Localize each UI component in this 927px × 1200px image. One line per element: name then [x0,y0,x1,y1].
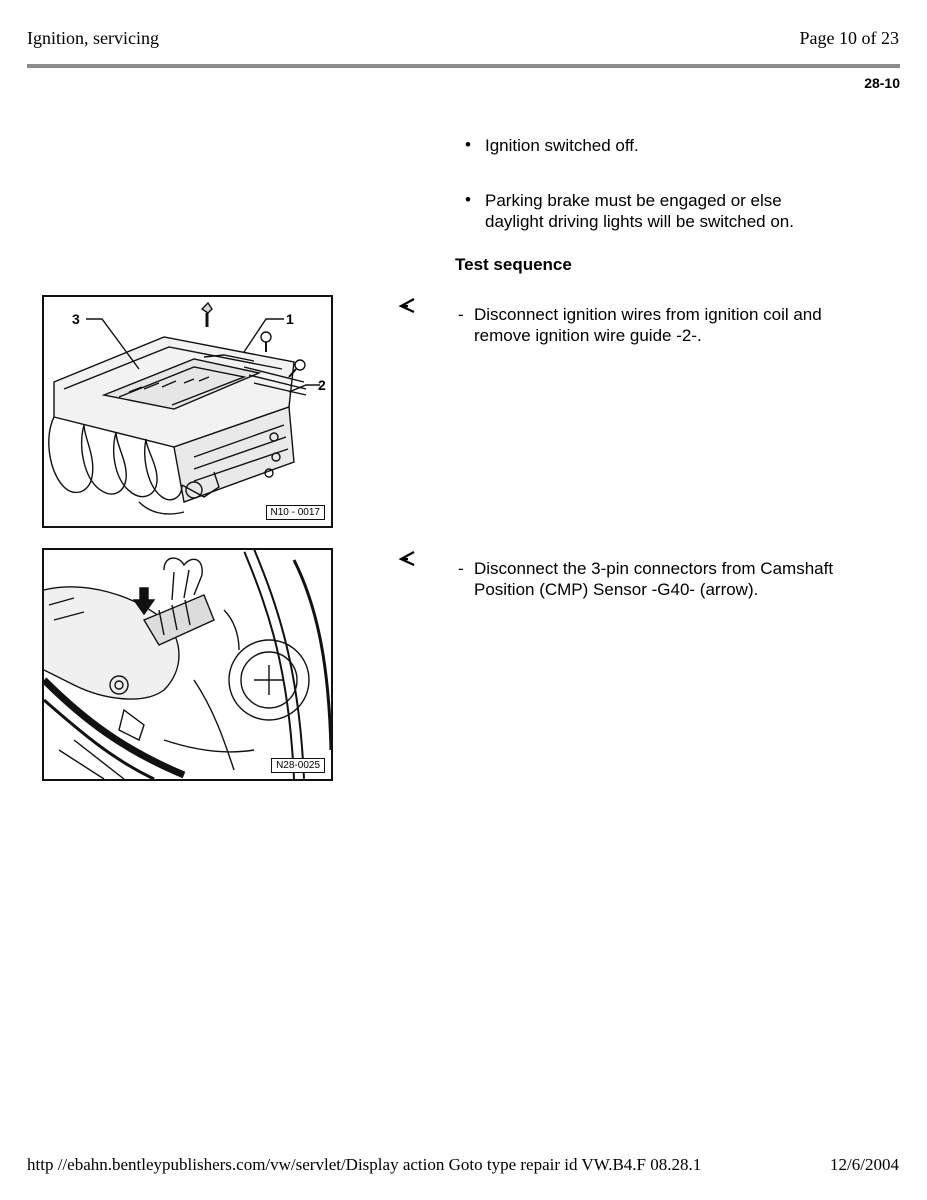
pointer-arrow-icon [398,297,416,315]
callout-2: 2 [318,377,326,393]
step-dash: - [458,559,464,578]
engine-illustration [44,297,331,526]
bullet-text: Ignition switched off. [485,136,639,155]
bullet-dot-icon: • [465,190,471,209]
header-divider [27,64,900,68]
callout-3: 3 [72,311,80,327]
figure-cmp-sensor [42,548,333,781]
document-title: Ignition, servicing [27,28,159,48]
footer-url: http //ebahn.bentleypublishers.com/vw/servlet/Display action Goto type repair id VW.B4.F 08.28.1 [27,1155,702,1174]
page-number: Page 10 of 23 [799,28,899,48]
step-text: Disconnect ignition wires from ignition coil and remove ignition wire guide -2-. [474,305,822,345]
sensor-illustration [44,550,331,779]
bullet-text: Parking brake must be engaged or else daylight driving lights will be switched on. [485,191,794,231]
section-number: 28-10 [864,75,900,91]
step-text: Disconnect the 3-pin connectors from Camshaft Position (CMP) Sensor -G40- (arrow). [474,559,834,599]
pointer-arrow-icon [398,550,416,568]
callout-1: 1 [286,311,294,327]
bullet-dot-icon: • [465,135,471,154]
step-dash: - [458,305,464,324]
section-heading: Test sequence [455,255,572,274]
footer-date: 12/6/2004 [830,1155,899,1174]
figure-code: N10 - 0017 [266,505,325,520]
figure-code: N28-0025 [271,758,325,773]
figure-ignition-coil [42,295,333,528]
